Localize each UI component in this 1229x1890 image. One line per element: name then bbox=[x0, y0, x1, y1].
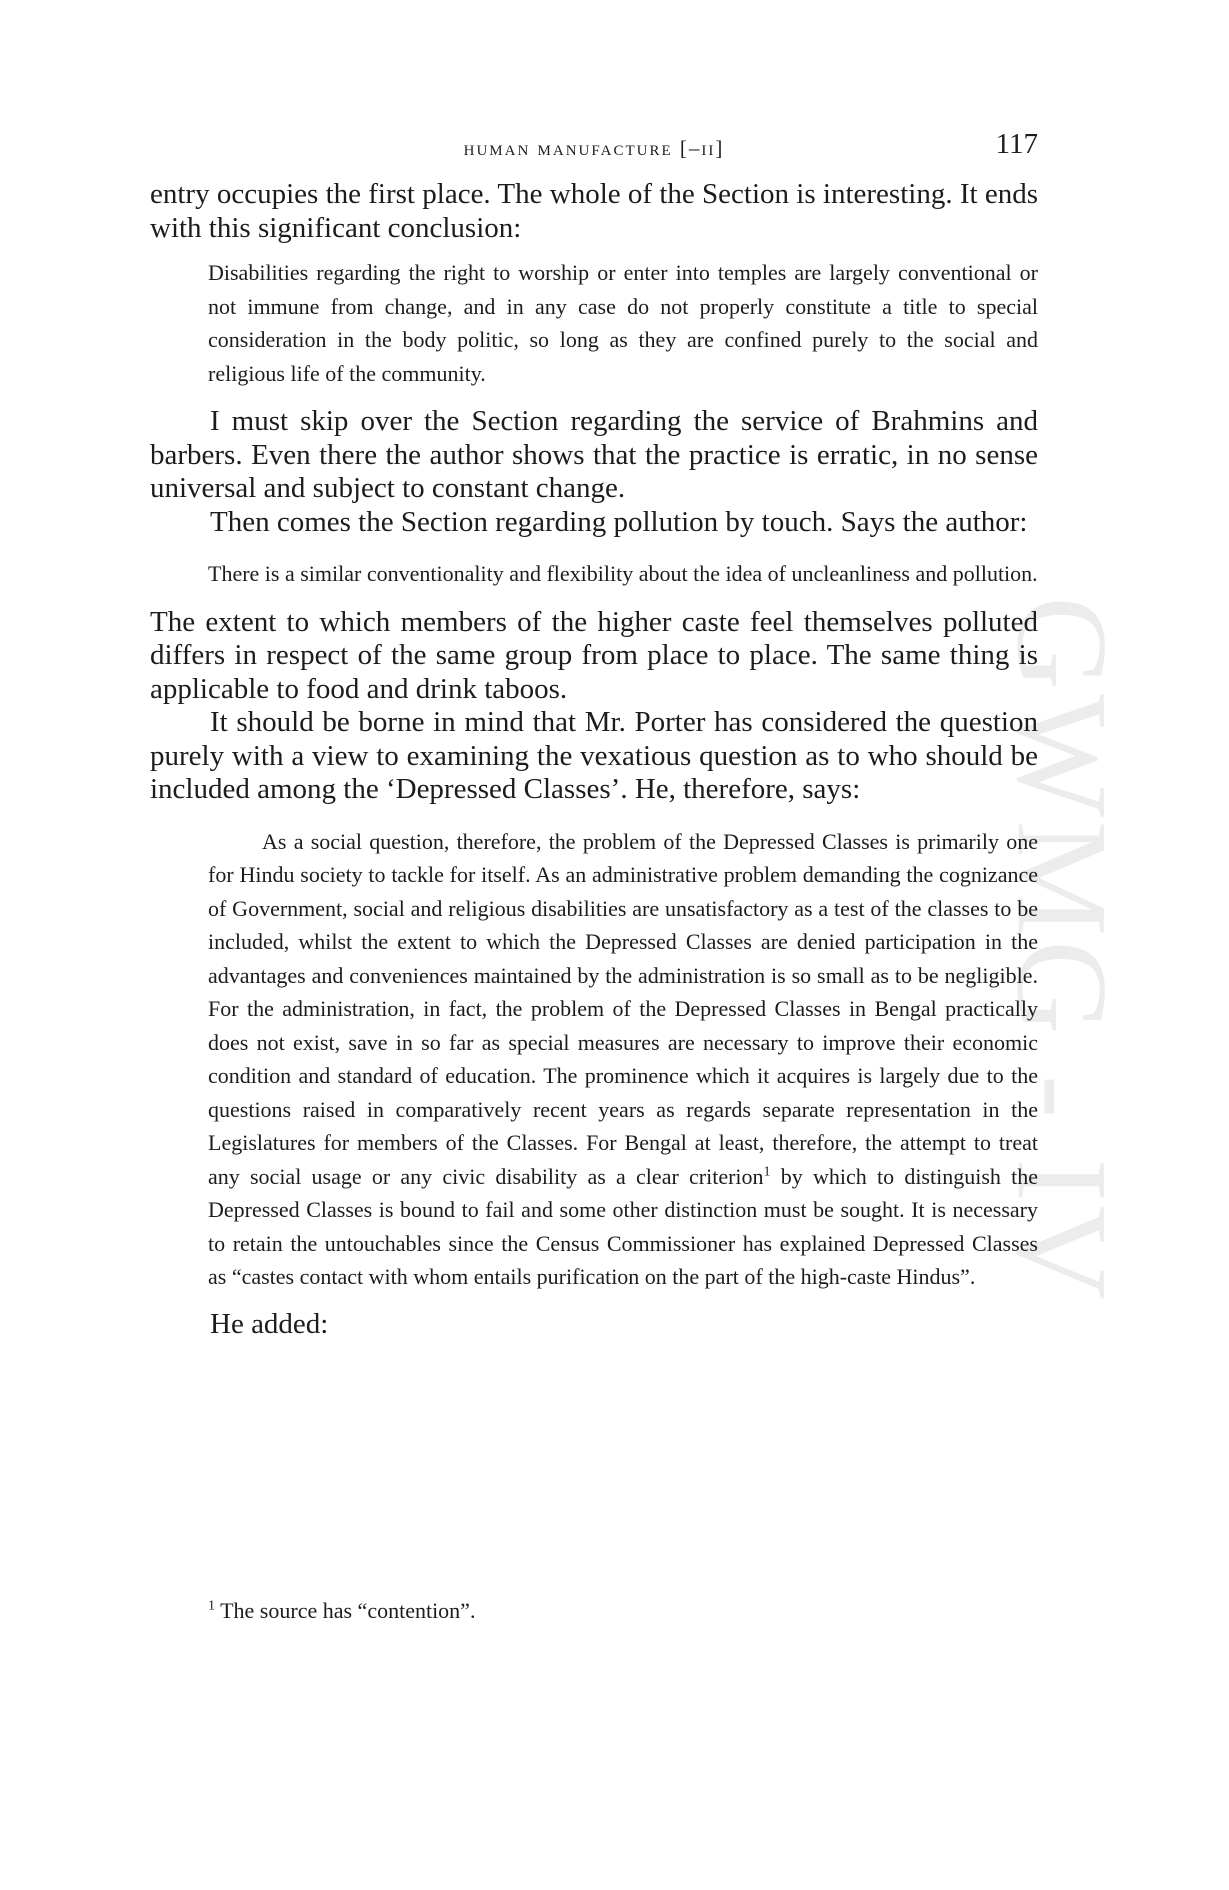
block-quote-1: Disabilities regarding the right to worship or enter into temples are largely conventional or not immune from change, and in any case do not properly constitute a title to special consideration in the body politic, so long as they are confined purely to the social and religious life of the community. bbox=[208, 260, 1038, 386]
paragraph-1: entry occupies the first place. The whole of the Section is interesting. It ends with this significant conclusion: bbox=[150, 178, 1038, 244]
page-number: 117 bbox=[995, 128, 1038, 160]
paragraph-5: It should be borne in mind that Mr. Porter has considered the question purely with a view to examining the vexatious question as to who should be included among the ‘Depressed Classes’. He, therefore, says: bbox=[150, 706, 1038, 805]
watermark-text: GWMG - IV bbox=[990, 596, 1134, 1304]
page-header bbox=[150, 128, 1038, 168]
paragraph-2: I must skip over the Section regarding the service of Brahmins and barbers. Even there the author shows that the practice is erratic, in no sense universal and subject to constant change. bbox=[150, 405, 1038, 504]
footnote-marker: 1 bbox=[208, 1598, 215, 1614]
block-quote-3 bbox=[150, 825, 1038, 1294]
page-body bbox=[150, 178, 1038, 1341]
block-quote-3-part-2: by which to distinguish the Depressed Classes is bound to fail and some other distinction must be sought. It is necessary to retain the untouchables since the Census Commissioner has explained Depressed Classes as “castes contact with whom entails purification on the part of the high-caste Hindus”. bbox=[208, 1163, 1038, 1289]
block-quote-3-part-1: As a social question, therefore, the problem of the Depressed Classes is primarily one for Hindu society to tackle for itself. As an administrative problem demanding the cognizance of Government, social and religious disabilities are unsatisfactory as a test of the classes to be included, whilst the extent to which the Depressed Classes are denied participation in the advantages and conveniences maintained by the administration is so small as to be negligible. For the administration, in fact, the problem of the Depressed Classes in Bengal practically does not exist, save in so far as special measures are necessary to improve their economic condition and standard of education. The prominence which it acquires is largely due to the questions raised in comparatively recent years as regards separate representation in the Legislatures for members of the Classes. For Bengal at least, therefore, the attempt to treat any social usage or any civic disability as a clear criterion bbox=[208, 828, 1038, 1189]
running-head: human manufacture [–ii] bbox=[463, 136, 725, 160]
footnote-text: The source has “contention”. bbox=[215, 1598, 476, 1623]
paragraph-4: The extent to which members of the higher caste feel themselves polluted differs in respect of the same group from place to place. The same thing is applicable to food and drink taboos. bbox=[150, 605, 1038, 705]
paragraph-3: Then comes the Section regarding pollution by touch. Says the author: bbox=[210, 505, 1028, 538]
footnote-reference: 1 bbox=[763, 1164, 771, 1180]
block-quote-2: There is a similar conventionality and flexibility about the idea of uncleanliness and pollution. bbox=[208, 561, 1038, 586]
paragraph-6: He added: bbox=[210, 1307, 329, 1340]
footnote bbox=[208, 1596, 1038, 1626]
